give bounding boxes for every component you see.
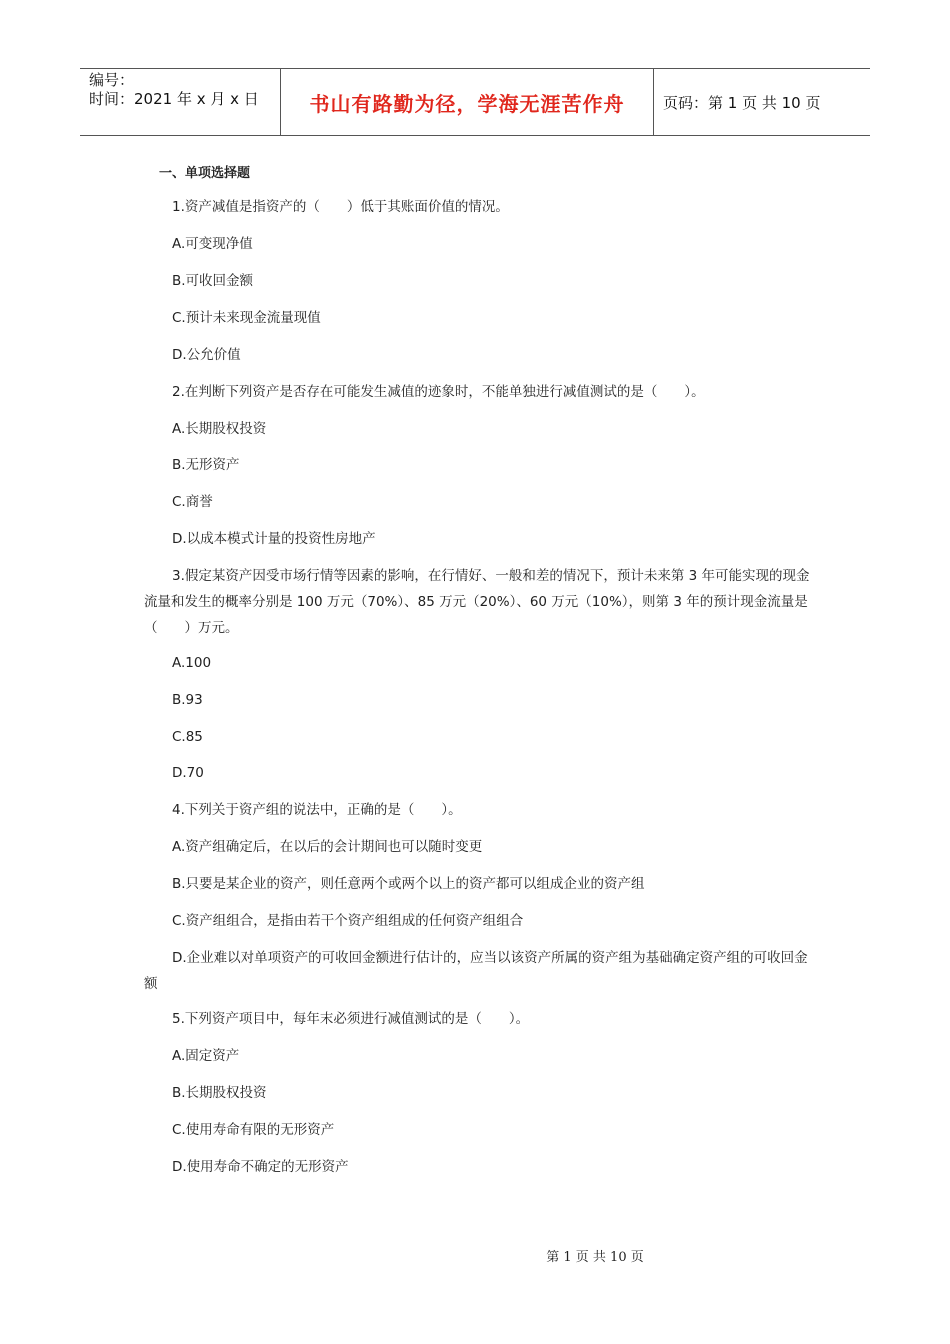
page-footer: 第 1 页 共 10 页: [546, 1250, 644, 1265]
number-label: 编号：: [89, 71, 135, 89]
option: A.资产组确定后，在以后的会计期间也可以随时变更: [172, 839, 483, 855]
question-stem: 3.假定某资产因受市场行情等因素的影响，在行情好、一般和差的情况下，预计未来第 3 年可能实现的现金流量和发生的概率分别是 100 万元（70%）、85 万元（20%）、60 万元（10%），则第 3 年的预计现金流量是（ ）万元。: [144, 568, 810, 636]
option: C.资产组组合，是指由若干个资产组组成的任何资产组组合: [172, 913, 524, 929]
question-stem: 2.在判断下列资产是否存在可能发生减值的迹象时，不能单独进行减值测试的是（ ）。: [172, 384, 705, 400]
section-title: 一、单项选择题: [159, 166, 251, 181]
header-meta: [80, 69, 281, 135]
option: D.70: [172, 765, 204, 781]
option: D.以成本模式计量的投资性房地产: [172, 531, 376, 547]
option: B.无形资产: [172, 457, 240, 473]
option: B.可收回金额: [172, 273, 254, 289]
page-info: 页码：第 1 页 共 10 页: [663, 93, 821, 112]
option: D.企业难以对单项资产的可收回金额进行估计的，应当以该资产所属的资产组为基础确定资产组的可收回金额: [144, 950, 808, 992]
option: B.只要是某企业的资产，则任意两个或两个以上的资产都可以组成企业的资产组: [172, 876, 645, 892]
option: C.85: [172, 729, 203, 745]
question-stem: 1.资产减值是指资产的（ ）低于其账面价值的情况。: [172, 199, 509, 215]
question-stem: 4.下列关于资产组的说法中，正确的是（ ）。: [172, 802, 462, 818]
motto: 书山有路勤为径，学海无涯苦作舟: [309, 91, 625, 116]
time-label: 时间：2021 年 x 月 x 日: [89, 90, 259, 108]
option: A.100: [172, 655, 212, 671]
option: C.商誉: [172, 494, 213, 510]
option: B.93: [172, 692, 203, 708]
option: D.使用寿命不确定的无形资产: [172, 1159, 349, 1175]
header-page-info: [654, 69, 870, 135]
header-motto-cell: [281, 69, 654, 135]
option: C.使用寿命有限的无形资产: [172, 1122, 335, 1138]
document-header: [80, 68, 870, 136]
option: A.可变现净值: [172, 236, 253, 252]
option: A.长期股权投资: [172, 421, 267, 437]
option: A.固定资产: [172, 1048, 240, 1064]
option: B.长期股权投资: [172, 1085, 267, 1101]
option: C.预计未来现金流量现值: [172, 310, 321, 326]
option: D.公允价值: [172, 347, 241, 363]
question-stem: 5.下列资产项目中，每年末必须进行减值测试的是（ ）。: [172, 1011, 530, 1027]
